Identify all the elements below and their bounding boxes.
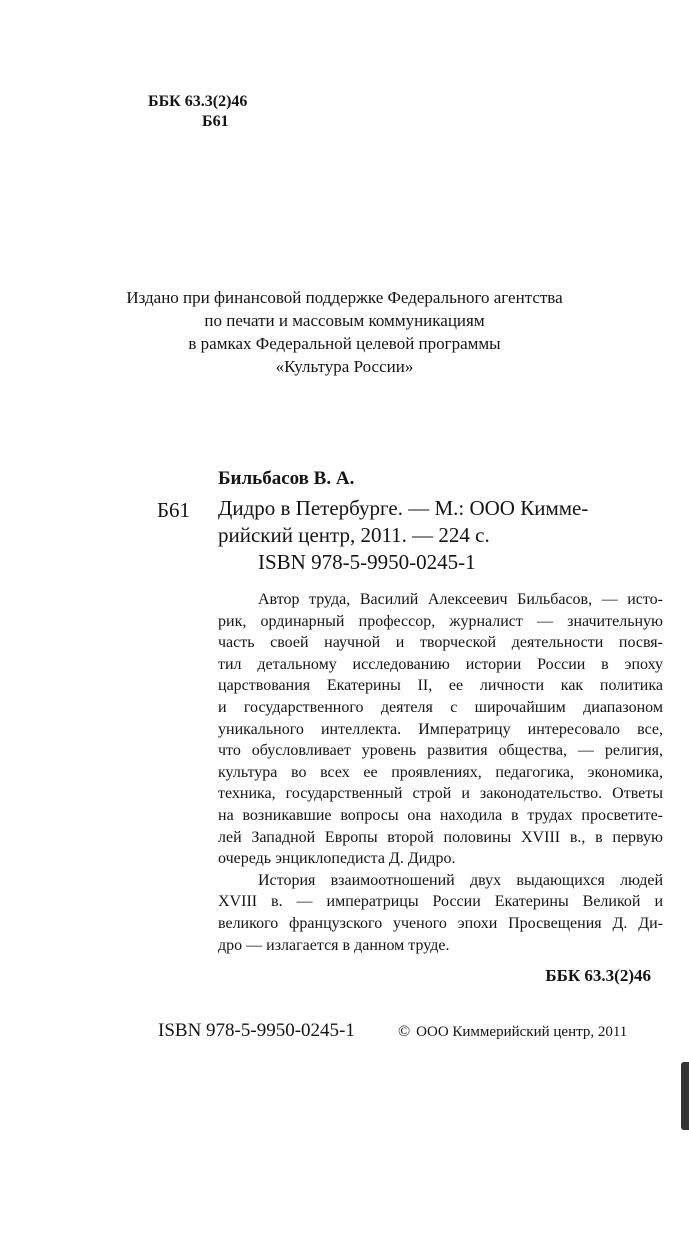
footer-copyright — [398, 1023, 627, 1041]
abstract-line: XVIII в. — императрицы России Екатерины Великой и — [218, 893, 663, 911]
abstract-line: великого французского ученого эпохи Просвещения Д. Ди- — [218, 914, 663, 932]
bbk-code: ББК 63.3(2)46 — [148, 93, 248, 110]
abstract-line: уникального интеллекта. Императрицу интересовало все, — [218, 720, 663, 738]
bbk-header — [148, 92, 247, 132]
citation-line: Дидро в Петербурге. — М.: ООО Кимме- — [218, 496, 589, 520]
copyright-icon: © — [398, 1023, 411, 1040]
abstract-line: на возникавшие вопросы она находила в трудах просветите- — [218, 806, 663, 824]
card-author-mark: Б61 — [157, 498, 191, 522]
citation-line: рийский центр, 2011. — 224 с. — [218, 523, 490, 547]
funding-line: Издано при финансовой поддержке Федерального агентства — [126, 288, 563, 307]
abstract-line: рик, ординарный профессор, журналист — значительную — [218, 612, 663, 630]
abstract-line: и государственного деятеля с широчайшим диапазоном — [218, 698, 663, 716]
abstract-line: техника, государственный строй и законодательство. Ответы — [218, 785, 663, 803]
abstract-line: тил детальному исследованию истории России в эпоху — [218, 655, 663, 673]
abstract-line: История взаимоотношений двух выдающихся людей — [258, 871, 663, 889]
card-author: Бильбасов В. А. — [218, 468, 355, 489]
funding-line: в рамках Федеральной целевой программы — [188, 334, 501, 353]
card-citation — [218, 495, 663, 576]
funding-line: по печати и массовым коммуникациям — [204, 311, 485, 330]
page-edge-mark — [681, 1062, 689, 1130]
footer-isbn: ISBN 978-5-9950-0245-1 — [158, 1020, 355, 1041]
abstract-line: что обусловливает уровень развития общества, — религия, — [218, 742, 663, 760]
abstract-line: лей Западной Европы второй половины XVIII в., в первую — [218, 828, 663, 846]
card-bbk: ББК 63.3(2)46 — [545, 966, 651, 985]
copyright-text: ООО Киммерийский центр, 2011 — [416, 1024, 628, 1040]
abstract-line: Автор труда, Василий Алексеевич Бильбасов, — исто- — [258, 591, 663, 608]
funding-note — [0, 286, 689, 378]
bbk-author-mark: Б61 — [202, 113, 229, 130]
abstract-line: культура во всех ее проявлениях, педагогика, экономика, — [218, 763, 663, 781]
card-isbn: ISBN 978-5-9950-0245-1 — [258, 550, 476, 574]
abstract-line: часть своей научной и творческой деятельности посвя- — [218, 634, 663, 652]
abstract-line: очередь энциклопедиста Д. Дидро. — [218, 850, 456, 868]
card-abstract — [218, 589, 663, 956]
abstract-line: царствования Екатерины II, ее личности как политика — [218, 677, 663, 695]
funding-line: «Культура России» — [275, 357, 414, 376]
abstract-line: дро — излагается в данном труде. — [218, 936, 450, 954]
